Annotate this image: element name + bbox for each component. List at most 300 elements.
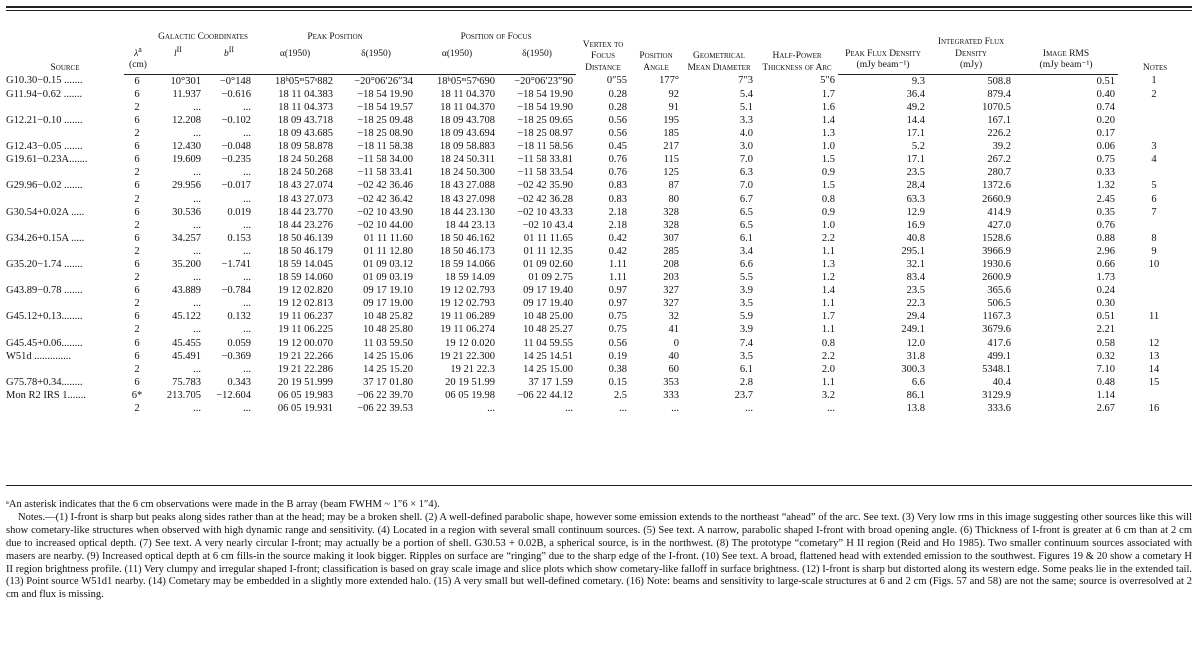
table-row xyxy=(6,376,1192,389)
table-row xyxy=(6,166,1192,179)
cell-int-flux: 1528.6 xyxy=(982,232,1012,244)
cell-b2: −0°148 xyxy=(219,75,252,87)
cell-angle: 285 xyxy=(663,245,680,257)
cell-rms: 2.96 xyxy=(1096,245,1116,257)
cell-angle: 353 xyxy=(663,376,680,388)
cell-int-flux: 1930.6 xyxy=(982,258,1012,270)
cell-notes: 6 xyxy=(1151,193,1157,205)
cell-rms: 0.48 xyxy=(1096,376,1116,388)
cell-thickness: 2.2 xyxy=(821,232,836,244)
cell-angle: 115 xyxy=(663,154,680,166)
cell-angle: ... xyxy=(671,403,680,414)
cell-thickness: 0.8 xyxy=(821,337,836,349)
cell-peak-delta: −02 10 44.00 xyxy=(357,219,414,231)
cell-source: Mon R2 IRS 1....... xyxy=(6,389,86,401)
cell-peak-delta: −06 22 39.70 xyxy=(357,389,414,401)
cell-angle: 125 xyxy=(663,167,680,179)
cell-vertex: 0.75 xyxy=(608,311,628,323)
cell-notes xyxy=(1118,271,1192,284)
cell-l2: 30.536 xyxy=(172,206,201,218)
cell-int-flux: 333.6 xyxy=(987,403,1012,414)
table-row xyxy=(6,127,1192,140)
cell-source xyxy=(6,363,124,376)
cell-notes: 12 xyxy=(1148,337,1160,349)
cell-vertex: 0.42 xyxy=(608,232,628,244)
cell-notes: 5 xyxy=(1151,180,1157,192)
cell-rms: 0.20 xyxy=(1096,114,1116,126)
cell-peak-alpha: 18 09 43.685 xyxy=(277,128,334,140)
col-diameter: Geometrical Mean Diameter xyxy=(687,51,751,73)
cell-peak-delta: 01 11 11.60 xyxy=(363,232,414,244)
cell-source: W51d .............. xyxy=(6,350,72,362)
cell-thickness: 1.1 xyxy=(821,245,836,257)
cell-peak-alpha: 19 11 06.225 xyxy=(278,324,334,336)
cell-b2: ... xyxy=(243,272,252,284)
cell-thickness: 1.0 xyxy=(821,141,836,153)
l2-label: l xyxy=(174,48,177,59)
cell-angle: 185 xyxy=(663,128,680,140)
cell-peak-alpha: 06 05 19.931 xyxy=(277,403,334,414)
cell-source xyxy=(6,101,124,114)
cell-rms: 0.88 xyxy=(1096,232,1116,244)
cell-lambda: 6 xyxy=(134,311,140,323)
cell-angle: 80 xyxy=(668,193,680,205)
cell-lambda: 6 xyxy=(134,376,140,388)
cell-int-flux: 499.1 xyxy=(987,350,1012,362)
spacer-l2 xyxy=(152,60,204,74)
cell-angle: 328 xyxy=(663,206,680,218)
cell-b2: 0.153 xyxy=(227,232,252,244)
spacer-peak-d xyxy=(336,60,416,74)
cell-diameter: 6.7 xyxy=(739,193,754,205)
table-row xyxy=(6,310,1192,323)
cell-int-flux: 280.7 xyxy=(987,167,1012,179)
cell-peak-alpha: 19 12 02.813 xyxy=(277,298,334,310)
cell-l2: ... xyxy=(193,324,201,336)
cell-peak-flux: 49.2 xyxy=(906,101,926,113)
bottom-rule xyxy=(6,485,1192,486)
cell-source xyxy=(6,166,124,179)
cell-diameter: 4.0 xyxy=(739,128,754,140)
cell-b2: 0.343 xyxy=(227,376,252,388)
cell-source: G75.78+0.34........ xyxy=(6,376,83,388)
cell-thickness: 1.6 xyxy=(821,101,836,113)
notes-section xyxy=(6,499,1192,602)
table-row xyxy=(6,140,1192,153)
table-row xyxy=(6,114,1192,127)
col-focus-alpha: α(1950) xyxy=(441,48,473,59)
col-galactic: Galactic Coordinates xyxy=(158,32,248,42)
cell-thickness: ... xyxy=(827,403,836,414)
cell-vertex: 0.83 xyxy=(608,180,628,192)
cell-diameter: 3.5 xyxy=(739,350,754,362)
table-row xyxy=(6,350,1192,363)
cell-focus-alpha: 18 59 14.09 xyxy=(445,272,496,284)
cell-peak-flux: 9.3 xyxy=(911,75,926,87)
cell-vertex: 0.75 xyxy=(608,324,628,336)
cell-peak-delta: −18 25 09.48 xyxy=(357,114,414,126)
cell-b2: ... xyxy=(243,167,252,179)
cell-notes: 16 xyxy=(1148,403,1160,414)
table-body xyxy=(6,74,1192,415)
cell-diameter: 6.1 xyxy=(739,232,754,244)
cell-vertex: 0.56 xyxy=(608,128,628,140)
cell-rms: 1.73 xyxy=(1096,272,1116,284)
cell-b2: −0.235 xyxy=(221,154,252,166)
cell-diameter: 6.5 xyxy=(739,219,754,231)
cell-l2: ... xyxy=(193,403,201,414)
col-lambda-unit: (cm) xyxy=(124,60,152,74)
cell-peak-delta: 11 03 59.50 xyxy=(363,337,414,349)
col-int-flux-unit: (mJy) xyxy=(928,60,1014,74)
cell-diameter: 5.9 xyxy=(739,311,754,323)
cell-focus-delta: 09 17 19.40 xyxy=(523,285,574,297)
cell-focus-delta: 09 17 19.40 xyxy=(523,298,574,310)
cell-focus-delta: −20°06′23″90 xyxy=(514,75,574,87)
cell-vertex: 0.56 xyxy=(608,337,628,349)
cell-lambda: 2 xyxy=(134,298,140,310)
cell-peak-flux: 17.1 xyxy=(906,128,926,140)
cell-l2: 45.455 xyxy=(172,337,201,349)
cell-diameter: 3.0 xyxy=(739,141,754,153)
cell-peak-alpha: 18 50 46.179 xyxy=(277,245,334,257)
lambda-sup: a xyxy=(138,44,142,54)
cell-rms: 2.45 xyxy=(1096,193,1116,205)
cell-peak-alpha: 06 05 19.983 xyxy=(277,389,334,401)
col-lambda xyxy=(124,32,152,60)
cell-peak-flux: 31.8 xyxy=(906,350,926,362)
cell-peak-delta: −11 58 33.41 xyxy=(357,167,414,179)
b2-sup: II xyxy=(228,44,235,54)
cell-vertex: 0.97 xyxy=(608,285,628,297)
cell-source xyxy=(6,271,124,284)
cell-source: G12.21−0.10 ....... xyxy=(6,114,83,126)
cell-peak-delta: −02 10 43.90 xyxy=(357,206,414,218)
cell-diameter: 2.8 xyxy=(739,376,754,388)
cell-int-flux: 417.6 xyxy=(987,337,1012,349)
cell-angle: 217 xyxy=(663,141,680,153)
table-row xyxy=(6,193,1192,206)
table-row xyxy=(6,101,1192,114)
cell-focus-delta: −11 58 33.81 xyxy=(517,154,574,166)
cell-vertex: 2.18 xyxy=(608,219,628,231)
cell-int-flux: 167.1 xyxy=(987,114,1012,126)
cell-focus-delta: ... xyxy=(565,403,574,414)
table-row xyxy=(6,74,1192,88)
cell-focus-alpha: 18 11 04.370 xyxy=(440,88,496,100)
cell-l2: ... xyxy=(193,219,201,231)
cell-peak-alpha: 18 09 58.878 xyxy=(277,141,334,153)
cell-int-flux: 414.9 xyxy=(987,206,1012,218)
cell-diameter: 5.4 xyxy=(739,88,754,100)
cell-peak-flux: 12.0 xyxy=(906,337,926,349)
cell-focus-delta: 01 09 02.60 xyxy=(523,258,574,270)
cell-lambda: 2 xyxy=(134,167,140,179)
cell-lambda: 2 xyxy=(134,101,140,113)
header-row-top xyxy=(6,32,1192,44)
cell-diameter: 3.9 xyxy=(739,285,754,297)
cell-b2: −0.616 xyxy=(221,88,252,100)
table-row xyxy=(6,219,1192,232)
cell-int-flux: 879.4 xyxy=(987,88,1012,100)
data-table xyxy=(6,32,1192,415)
cell-rms: 2.67 xyxy=(1096,403,1116,414)
cell-peak-alpha: 18 24 50.268 xyxy=(277,167,334,179)
cell-vertex: 0.56 xyxy=(608,114,628,126)
cell-lambda: 6 xyxy=(134,337,140,349)
cell-thickness: 1.5 xyxy=(821,180,836,192)
cell-source: G35.20−1.74 ....... xyxy=(6,258,83,270)
cell-rms: 0.30 xyxy=(1096,298,1116,310)
cell-source: G34.26+0.15A ..... xyxy=(6,232,85,244)
cell-thickness: 1.2 xyxy=(821,272,836,284)
cell-focus-alpha: ... xyxy=(487,403,496,414)
cell-focus-delta: −02 42 35.90 xyxy=(517,180,574,192)
cell-l2: 10°301 xyxy=(170,75,201,87)
cell-peak-delta: −02 42 36.42 xyxy=(357,193,414,205)
table-row xyxy=(6,284,1192,297)
cell-lambda: 6 xyxy=(134,258,140,270)
cell-lambda: 6 xyxy=(134,206,140,218)
cell-focus-delta: 14 25 14.51 xyxy=(523,350,574,362)
col-peak-position: Peak Position xyxy=(307,32,363,42)
cell-thickness: 1.3 xyxy=(821,258,836,270)
cell-peak-delta: 10 48 25.80 xyxy=(363,324,414,336)
cell-thickness: 1.1 xyxy=(821,324,836,336)
cell-vertex: 0.76 xyxy=(608,154,628,166)
cell-thickness: 0.9 xyxy=(821,206,836,218)
cell-lambda: 6 xyxy=(134,114,140,126)
cell-focus-delta: −18 54 19.90 xyxy=(517,101,574,113)
cell-focus-alpha: 18 09 58.883 xyxy=(439,141,496,153)
cell-angle: 32 xyxy=(668,311,680,323)
cell-thickness: 1.5 xyxy=(821,154,836,166)
cell-angle: 87 xyxy=(668,180,680,192)
cell-notes xyxy=(1118,219,1192,232)
cell-lambda: 6 xyxy=(134,350,140,362)
cell-peak-delta: 37 17 01.80 xyxy=(363,376,414,388)
cell-focus-alpha: 18 24 50.311 xyxy=(440,154,496,166)
cell-source: G12.43−0.05 ....... xyxy=(6,141,83,153)
cell-source xyxy=(6,127,124,140)
table-row xyxy=(6,258,1192,271)
cell-diameter: 7.0 xyxy=(739,180,754,192)
cell-int-flux: 365.6 xyxy=(987,285,1012,297)
cell-diameter: 6.1 xyxy=(739,363,754,375)
cell-vertex: 0.76 xyxy=(608,167,628,179)
table-row xyxy=(6,323,1192,336)
cell-rms: 1.14 xyxy=(1096,389,1116,401)
cell-l2: 45.122 xyxy=(172,311,201,323)
cell-focus-alpha: 18 44 23.13 xyxy=(445,219,496,231)
col-rms-unit: (mJy beam⁻¹) xyxy=(1014,60,1118,74)
cell-lambda: 2 xyxy=(134,219,140,231)
cell-notes: 2 xyxy=(1151,88,1157,100)
cell-notes: 7 xyxy=(1151,206,1157,218)
col-rms: Image RMS xyxy=(1042,48,1090,59)
cell-diameter: 3.4 xyxy=(739,245,754,257)
cell-vertex: 0.83 xyxy=(608,193,628,205)
cell-source: G45.12+0.13........ xyxy=(6,311,83,323)
cell-int-flux: 506.5 xyxy=(987,298,1012,310)
cell-peak-alpha: 18 43 27.074 xyxy=(277,180,334,192)
cell-source: G45.45+0.06........ xyxy=(6,337,83,349)
cell-b2: ... xyxy=(243,298,252,310)
table-row xyxy=(6,206,1192,219)
cell-b2: ... xyxy=(243,193,252,205)
cell-focus-alpha: 06 05 19.98 xyxy=(445,389,496,401)
cell-focus-alpha: 18 50 46.162 xyxy=(439,232,496,244)
cell-thickness: 1.4 xyxy=(821,285,836,297)
cell-focus-delta: −02 42 36.28 xyxy=(517,193,574,205)
cell-focus-delta: −06 22 44.12 xyxy=(517,389,574,401)
cell-rms: 0.33 xyxy=(1096,167,1116,179)
cell-diameter: 6.6 xyxy=(739,258,754,270)
cell-focus-alpha: 18 09 43.694 xyxy=(439,128,496,140)
table-row xyxy=(6,337,1192,350)
cell-b2: ... xyxy=(243,363,252,375)
cell-angle: 307 xyxy=(663,232,680,244)
cell-source: G10.30−0.15 ....... xyxy=(6,75,83,87)
cell-peak-flux: 295.1 xyxy=(901,245,926,257)
cell-int-flux: 3966.9 xyxy=(982,245,1012,257)
cell-diameter: 6.5 xyxy=(739,206,754,218)
cell-notes: 4 xyxy=(1151,154,1157,166)
cell-notes xyxy=(1118,114,1192,127)
cell-focus-alpha: 19 12 0.020 xyxy=(445,337,496,349)
cell-peak-alpha: 20 19 51.999 xyxy=(277,376,334,388)
col-peak-flux: Peak Flux Density xyxy=(845,48,921,59)
cell-peak-alpha: 18 24 50.268 xyxy=(277,154,334,166)
cell-l2: ... xyxy=(193,167,201,179)
cell-diameter: 5.1 xyxy=(739,101,754,113)
cell-vertex: 2.18 xyxy=(608,206,628,218)
cell-b2: ... xyxy=(243,219,252,231)
cell-int-flux: 1070.5 xyxy=(982,101,1012,113)
cell-peak-delta: 14 25 15.20 xyxy=(363,363,414,375)
cell-focus-delta: −11 58 33.54 xyxy=(517,167,574,179)
cell-l2: ... xyxy=(193,298,201,310)
cell-lambda: 6* xyxy=(131,389,143,401)
cell-lambda: 2 xyxy=(134,245,140,257)
cell-rms: 0.51 xyxy=(1096,311,1116,323)
cell-notes: 1 xyxy=(1151,75,1157,87)
cell-rms: 0.24 xyxy=(1096,285,1116,297)
cell-vertex: 0.45 xyxy=(608,141,628,153)
cell-lambda: 6 xyxy=(134,154,140,166)
spacer-b2 xyxy=(204,60,254,74)
cell-int-flux: 3129.9 xyxy=(982,389,1012,401)
cell-int-flux: 3679.6 xyxy=(982,324,1012,336)
cell-lambda: 6 xyxy=(134,285,140,297)
cell-source xyxy=(6,193,124,206)
cell-peak-flux: 22.3 xyxy=(906,298,926,310)
cell-peak-flux: 300.3 xyxy=(901,363,926,375)
cell-lambda: 6 xyxy=(134,232,140,244)
cell-peak-flux: 12.9 xyxy=(906,206,926,218)
table-row xyxy=(6,363,1192,376)
cell-int-flux: 508.8 xyxy=(987,75,1012,87)
cell-notes xyxy=(1118,389,1192,402)
cell-peak-alpha: 18 11 04.383 xyxy=(278,88,334,100)
cell-peak-flux: 5.2 xyxy=(911,141,926,153)
cell-thickness: 2.2 xyxy=(821,350,836,362)
cell-lambda: 6 xyxy=(134,141,140,153)
cell-focus-delta: −18 25 09.65 xyxy=(517,114,574,126)
cell-l2: ... xyxy=(193,128,201,140)
cell-focus-alpha: 18 43 27.088 xyxy=(439,180,496,192)
cell-l2: ... xyxy=(193,245,201,257)
cell-focus-delta: −18 25 08.97 xyxy=(517,128,574,140)
cell-l2: 75.783 xyxy=(172,376,201,388)
cell-l2: 12.208 xyxy=(172,114,201,126)
cell-lambda: 6 xyxy=(134,88,140,100)
cell-angle: 91 xyxy=(668,101,680,113)
cell-focus-alpha: 19 11 06.289 xyxy=(440,311,496,323)
cell-vertex: 2.5 xyxy=(613,389,628,401)
cell-notes: 10 xyxy=(1148,258,1160,270)
cell-rms: 0.66 xyxy=(1096,258,1116,270)
cell-notes: 15 xyxy=(1148,376,1160,388)
cell-source xyxy=(6,323,124,336)
cell-peak-alpha: 18 09 43.718 xyxy=(277,114,334,126)
cell-int-flux: 1372.6 xyxy=(982,180,1012,192)
cell-int-flux: 2600.9 xyxy=(982,272,1012,284)
cell-focus-alpha: 18 50 46.173 xyxy=(439,245,496,257)
cell-peak-delta: 09 17 19.00 xyxy=(363,298,414,310)
cell-int-flux: 39.2 xyxy=(992,141,1012,153)
col-peak-flux-unit: (mJy beam⁻¹) xyxy=(838,60,928,74)
cell-rms: 0.74 xyxy=(1096,101,1116,113)
cell-rms: 0.35 xyxy=(1096,206,1116,218)
cell-peak-alpha: 18 44 23.770 xyxy=(277,206,334,218)
cell-peak-alpha: 18 59 14.045 xyxy=(277,258,334,270)
cell-b2: ... xyxy=(243,245,252,257)
cell-b2: −0.048 xyxy=(221,141,252,153)
cell-source: G29.96−0.02 ....... xyxy=(6,180,83,192)
cell-int-flux: 40.4 xyxy=(992,376,1012,388)
table-row xyxy=(6,402,1192,415)
cell-focus-alpha: 18 11 04.370 xyxy=(440,101,496,113)
cell-l2: 45.491 xyxy=(172,350,201,362)
cell-peak-flux: 249.1 xyxy=(901,324,926,336)
cell-peak-flux: 23.5 xyxy=(906,285,926,297)
cell-diameter: 3.5 xyxy=(739,298,754,310)
cell-thickness: 0.8 xyxy=(821,193,836,205)
cell-rms: 0.75 xyxy=(1096,154,1116,166)
cell-angle: 41 xyxy=(668,324,680,336)
table-row xyxy=(6,297,1192,310)
cell-focus-alpha: 18 59 14.066 xyxy=(439,258,496,270)
cell-lambda: 2 xyxy=(134,363,140,375)
cell-notes: 13 xyxy=(1148,350,1160,362)
cell-int-flux: 5348.1 xyxy=(982,363,1012,375)
cell-l2: 34.257 xyxy=(172,232,201,244)
cell-focus-alpha: 18ʰ05ᵐ57ˢ690 xyxy=(437,75,496,87)
cell-peak-alpha: 19 12 00.070 xyxy=(277,337,334,349)
cell-diameter: ... xyxy=(745,403,754,414)
cell-focus-delta: 10 48 25.00 xyxy=(523,311,574,323)
cell-vertex: ... xyxy=(619,403,628,414)
cell-b2: −12.604 xyxy=(216,389,252,401)
col-thickness: Half-Power Thickness of Arc xyxy=(762,51,832,73)
cell-diameter: 5.5 xyxy=(739,272,754,284)
col-angle: Position Angle xyxy=(639,51,673,73)
cell-peak-flux: 86.1 xyxy=(906,389,926,401)
cell-lambda: 2 xyxy=(134,128,140,140)
cell-peak-flux: 63.3 xyxy=(906,193,926,205)
cell-b2: 0.019 xyxy=(227,206,252,218)
